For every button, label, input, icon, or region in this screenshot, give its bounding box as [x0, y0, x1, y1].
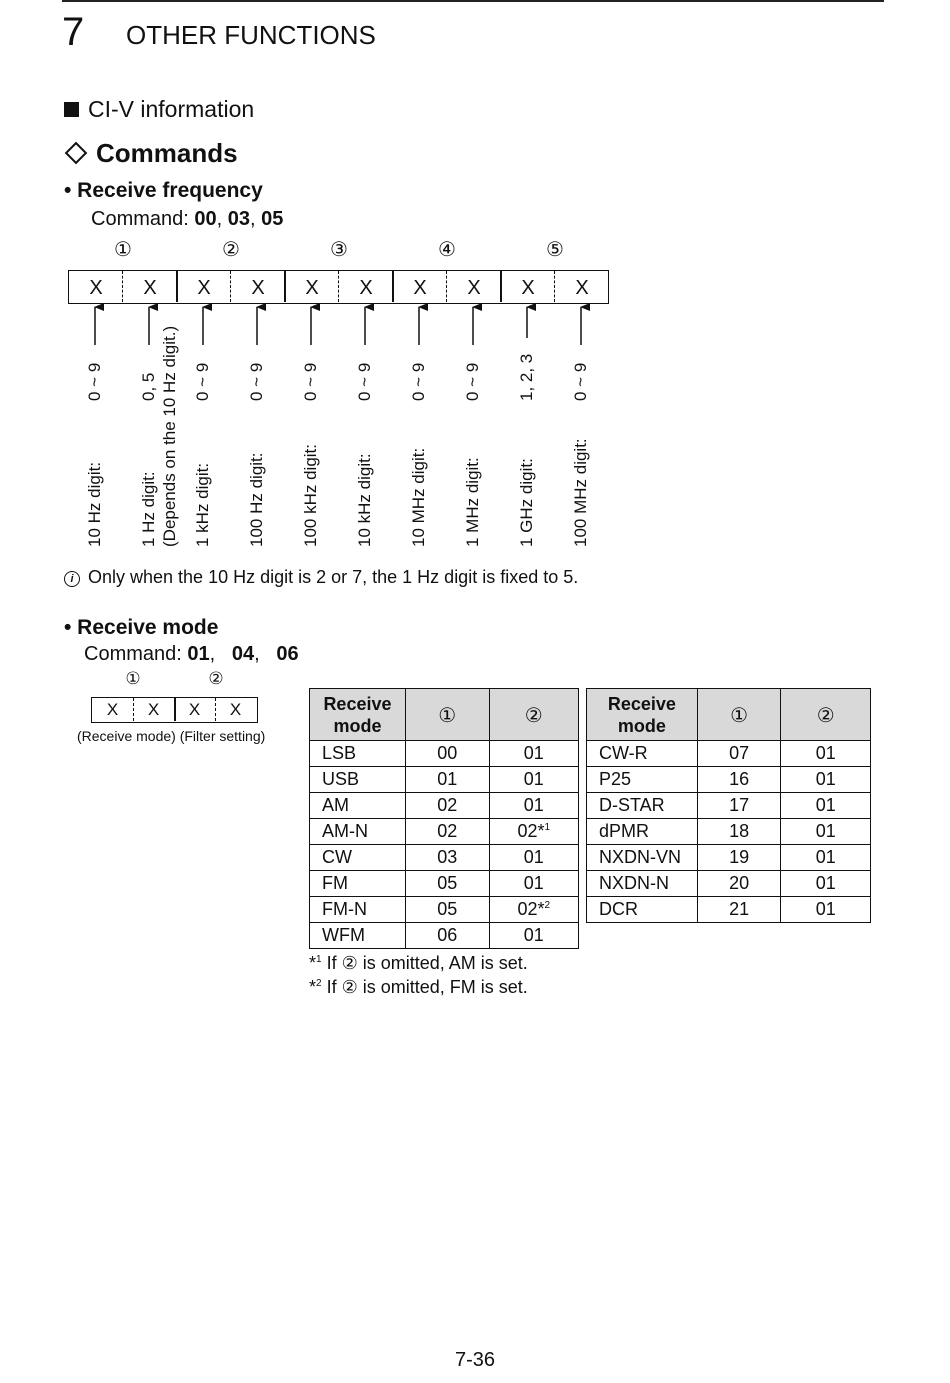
mode-cell: AM: [310, 793, 406, 819]
header-line: mode: [617, 715, 666, 736]
header-line: mode: [333, 715, 382, 736]
byte-divider: [174, 698, 176, 721]
code-cell: 02: [405, 819, 489, 845]
header-col1: ①: [405, 689, 489, 741]
footnote-text: If: [326, 977, 342, 997]
digit-cell: X: [305, 277, 319, 299]
filter-cell: [489, 819, 579, 845]
cell-divider: [133, 698, 134, 721]
digit-label: 1 kHz digit:: [193, 462, 212, 547]
filter-value: 01: [815, 769, 836, 789]
info-note: [64, 567, 578, 588]
mode-cell: NXDN-VN: [587, 845, 698, 871]
footnote-text: If: [326, 953, 342, 973]
command-code: 00: [194, 208, 217, 230]
code-cell: 03: [405, 845, 489, 871]
digit-cell: X: [521, 277, 535, 299]
code-cell: 01: [405, 767, 489, 793]
filter-value: 01: [523, 925, 544, 945]
mode-cell: CW: [310, 845, 406, 871]
filter-value: 01: [523, 847, 544, 867]
mode-cell: WFM: [310, 923, 406, 949]
header-col2: ②: [489, 689, 579, 741]
filter-cell: [781, 793, 871, 819]
receive-mode-heading: • Receive mode: [64, 616, 219, 639]
digit-range: 0 ~ 9: [409, 362, 428, 401]
group-marker: ①: [114, 237, 132, 261]
mode-cell: DCR: [587, 897, 698, 923]
digit-cell: X: [89, 277, 103, 299]
command-prefix: Command:: [91, 208, 195, 230]
filter-cell: [781, 871, 871, 897]
info-icon: i: [64, 571, 80, 587]
mode-table-left: [309, 688, 579, 949]
code-cell: 19: [697, 845, 781, 871]
info-note-text: Only when the 10 Hz digit is 2 or 7, the 1 Hz digit is fixed to 5.: [88, 567, 579, 587]
digit-label: 10 Hz digit:: [85, 461, 104, 547]
filter-cell: [781, 767, 871, 793]
filter-value: 01: [523, 873, 544, 893]
command-code: 03: [227, 208, 250, 230]
code-cell: 07: [697, 741, 781, 767]
filter-value: 01: [815, 847, 836, 867]
filter-cell: [489, 923, 579, 949]
table-row: [587, 819, 871, 845]
mode-marker: ①: [125, 669, 141, 689]
mode-cell: X: [147, 700, 160, 719]
table-row: [587, 793, 871, 819]
footnote-marker: ②: [341, 977, 358, 998]
filter-cell: [489, 845, 579, 871]
table-row: [310, 793, 579, 819]
digit-cell: X: [575, 277, 589, 299]
filter-cell: [489, 741, 579, 767]
page-number: 7-36: [454, 1349, 496, 1371]
digit-range: 0 ~ 9: [571, 362, 590, 401]
mode-cell: CW-R: [587, 741, 698, 767]
mode-cell: dPMR: [587, 819, 698, 845]
digit-label: 100 kHz digit:: [301, 444, 320, 547]
code-cell: 20: [697, 871, 781, 897]
group-marker: ④: [438, 237, 456, 261]
table-row: [587, 897, 871, 923]
table-row: [310, 845, 579, 871]
digit-range: 0 ~ 9: [463, 362, 482, 401]
mode-marker: ②: [208, 669, 224, 689]
mode-cell: X: [106, 700, 119, 719]
mode-caption: [77, 728, 265, 744]
footnote: [309, 977, 528, 998]
filter-value: 01: [815, 899, 836, 919]
filter-value: 02*: [517, 821, 545, 841]
caption-filter-setting: (Filter setting): [179, 728, 266, 744]
filter-cell: [489, 767, 579, 793]
mode-table-right: [586, 688, 871, 923]
code-cell: 00: [405, 741, 489, 767]
footnote-text: is omitted, FM is set.: [357, 977, 528, 997]
filter-value: 01: [815, 821, 836, 841]
digit-label: 100 MHz digit:: [571, 438, 590, 547]
mode-cell: NXDN-N: [587, 871, 698, 897]
chapter-number: 7: [62, 10, 85, 54]
code-cell: 18: [697, 819, 781, 845]
code-cell: 06: [405, 923, 489, 949]
group-marker: ②: [222, 237, 240, 261]
receive-frequency-command: Command: 00, 03, 05: [91, 208, 284, 230]
command-code: 01: [187, 643, 210, 665]
filter-value: 01: [815, 795, 836, 815]
header-line: Receive: [323, 693, 392, 714]
digit-range: 0 ~ 9: [85, 362, 104, 401]
digit-range: 0 ~ 9: [301, 362, 320, 401]
table-row: [587, 741, 871, 767]
digit-range: 0 ~ 9: [193, 362, 212, 401]
digit-cell: X: [197, 277, 211, 299]
table-row: [310, 741, 579, 767]
header-receive-mode: [310, 689, 406, 741]
mode-byte-diagram: [91, 697, 258, 723]
table-row: [310, 767, 579, 793]
digit-label: 1 MHz digit:: [463, 457, 482, 547]
digit-note: (Depends on the 10 Hz digit.): [160, 325, 179, 547]
digit-label: 10 kHz digit:: [355, 453, 374, 547]
header-col1: ①: [697, 689, 781, 741]
footnote-number: 2: [316, 978, 322, 989]
mode-cell: FM: [310, 871, 406, 897]
digit-label: 100 Hz digit:: [247, 452, 266, 547]
chapter-title: OTHER FUNCTIONS: [126, 20, 376, 50]
filter-cell: [489, 871, 579, 897]
filter-value: 01: [523, 769, 544, 789]
table-row: [310, 871, 579, 897]
digit-range: 1, 2, 3: [517, 353, 536, 401]
group-marker: ③: [330, 237, 348, 261]
subsection-title: Commands: [96, 138, 238, 168]
digit-cell: X: [251, 277, 265, 299]
command-prefix: Command:: [84, 643, 188, 665]
mode-cell: AM-N: [310, 819, 406, 845]
table-row: [310, 819, 579, 845]
filter-cell: [781, 819, 871, 845]
footnote-text: is omitted, AM is set.: [357, 953, 528, 973]
mode-cell: X: [229, 700, 242, 719]
command-code: 05: [261, 208, 284, 230]
mode-cell: X: [188, 700, 201, 719]
header-receive-mode: [587, 689, 698, 741]
filter-cell: [781, 897, 871, 923]
filter-cell: [781, 741, 871, 767]
digit-label: 1 Hz digit:: [139, 471, 158, 547]
digit-range: 0 ~ 9: [247, 362, 266, 401]
table-row: [587, 767, 871, 793]
footnote: [309, 953, 528, 974]
code-cell: 02: [405, 793, 489, 819]
table-row: [587, 845, 871, 871]
cell-divider: [215, 698, 216, 721]
mode-cell: LSB: [310, 741, 406, 767]
digit-range: 0, 5: [139, 372, 158, 401]
filter-value: 01: [815, 743, 836, 763]
caption-receive-mode: (Receive mode): [77, 728, 176, 744]
filter-value: 01: [815, 873, 836, 893]
digit-cell: X: [359, 277, 373, 299]
mode-cell: USB: [310, 767, 406, 793]
digit-label: 1 GHz digit:: [517, 458, 536, 547]
mode-cell: FM-N: [310, 897, 406, 923]
receive-frequency-heading: • Receive frequency: [64, 179, 263, 202]
mode-cell: D-STAR: [587, 793, 698, 819]
digit-cell: X: [467, 277, 481, 299]
code-cell: 05: [405, 897, 489, 923]
command-code: 06: [276, 643, 299, 665]
footnote-marker: ②: [341, 953, 358, 974]
digit-cell: X: [413, 277, 427, 299]
code-cell: 21: [697, 897, 781, 923]
mode-cell: P25: [587, 767, 698, 793]
header-col2: ②: [781, 689, 871, 741]
filter-value: 01: [523, 743, 544, 763]
command-code: 04: [231, 643, 255, 665]
filter-cell: [489, 793, 579, 819]
table-row: [310, 923, 579, 949]
digit-cell: X: [143, 277, 157, 299]
digit-label: 10 MHz digit:: [409, 447, 428, 547]
code-cell: 16: [697, 767, 781, 793]
filter-value: 01: [523, 795, 544, 815]
footnote-ref: 1: [544, 822, 551, 833]
table-row: [310, 897, 579, 923]
footnote-mark: *: [309, 977, 317, 997]
footnote-mark: *: [309, 953, 317, 973]
code-cell: 05: [405, 871, 489, 897]
footnote-number: 1: [316, 954, 322, 965]
header-line: Receive: [607, 693, 676, 714]
footnote-ref: 2: [544, 900, 551, 911]
filter-cell: [489, 897, 579, 923]
receive-mode-command: Command: 01, 04, 06: [84, 643, 299, 665]
filter-cell: [781, 845, 871, 871]
code-cell: 17: [697, 793, 781, 819]
filter-value: 02*: [517, 899, 545, 919]
table-row: [587, 871, 871, 897]
digit-range: 0 ~ 9: [355, 362, 374, 401]
group-marker: ⑤: [546, 237, 564, 261]
section-title: CI-V information: [88, 96, 255, 122]
